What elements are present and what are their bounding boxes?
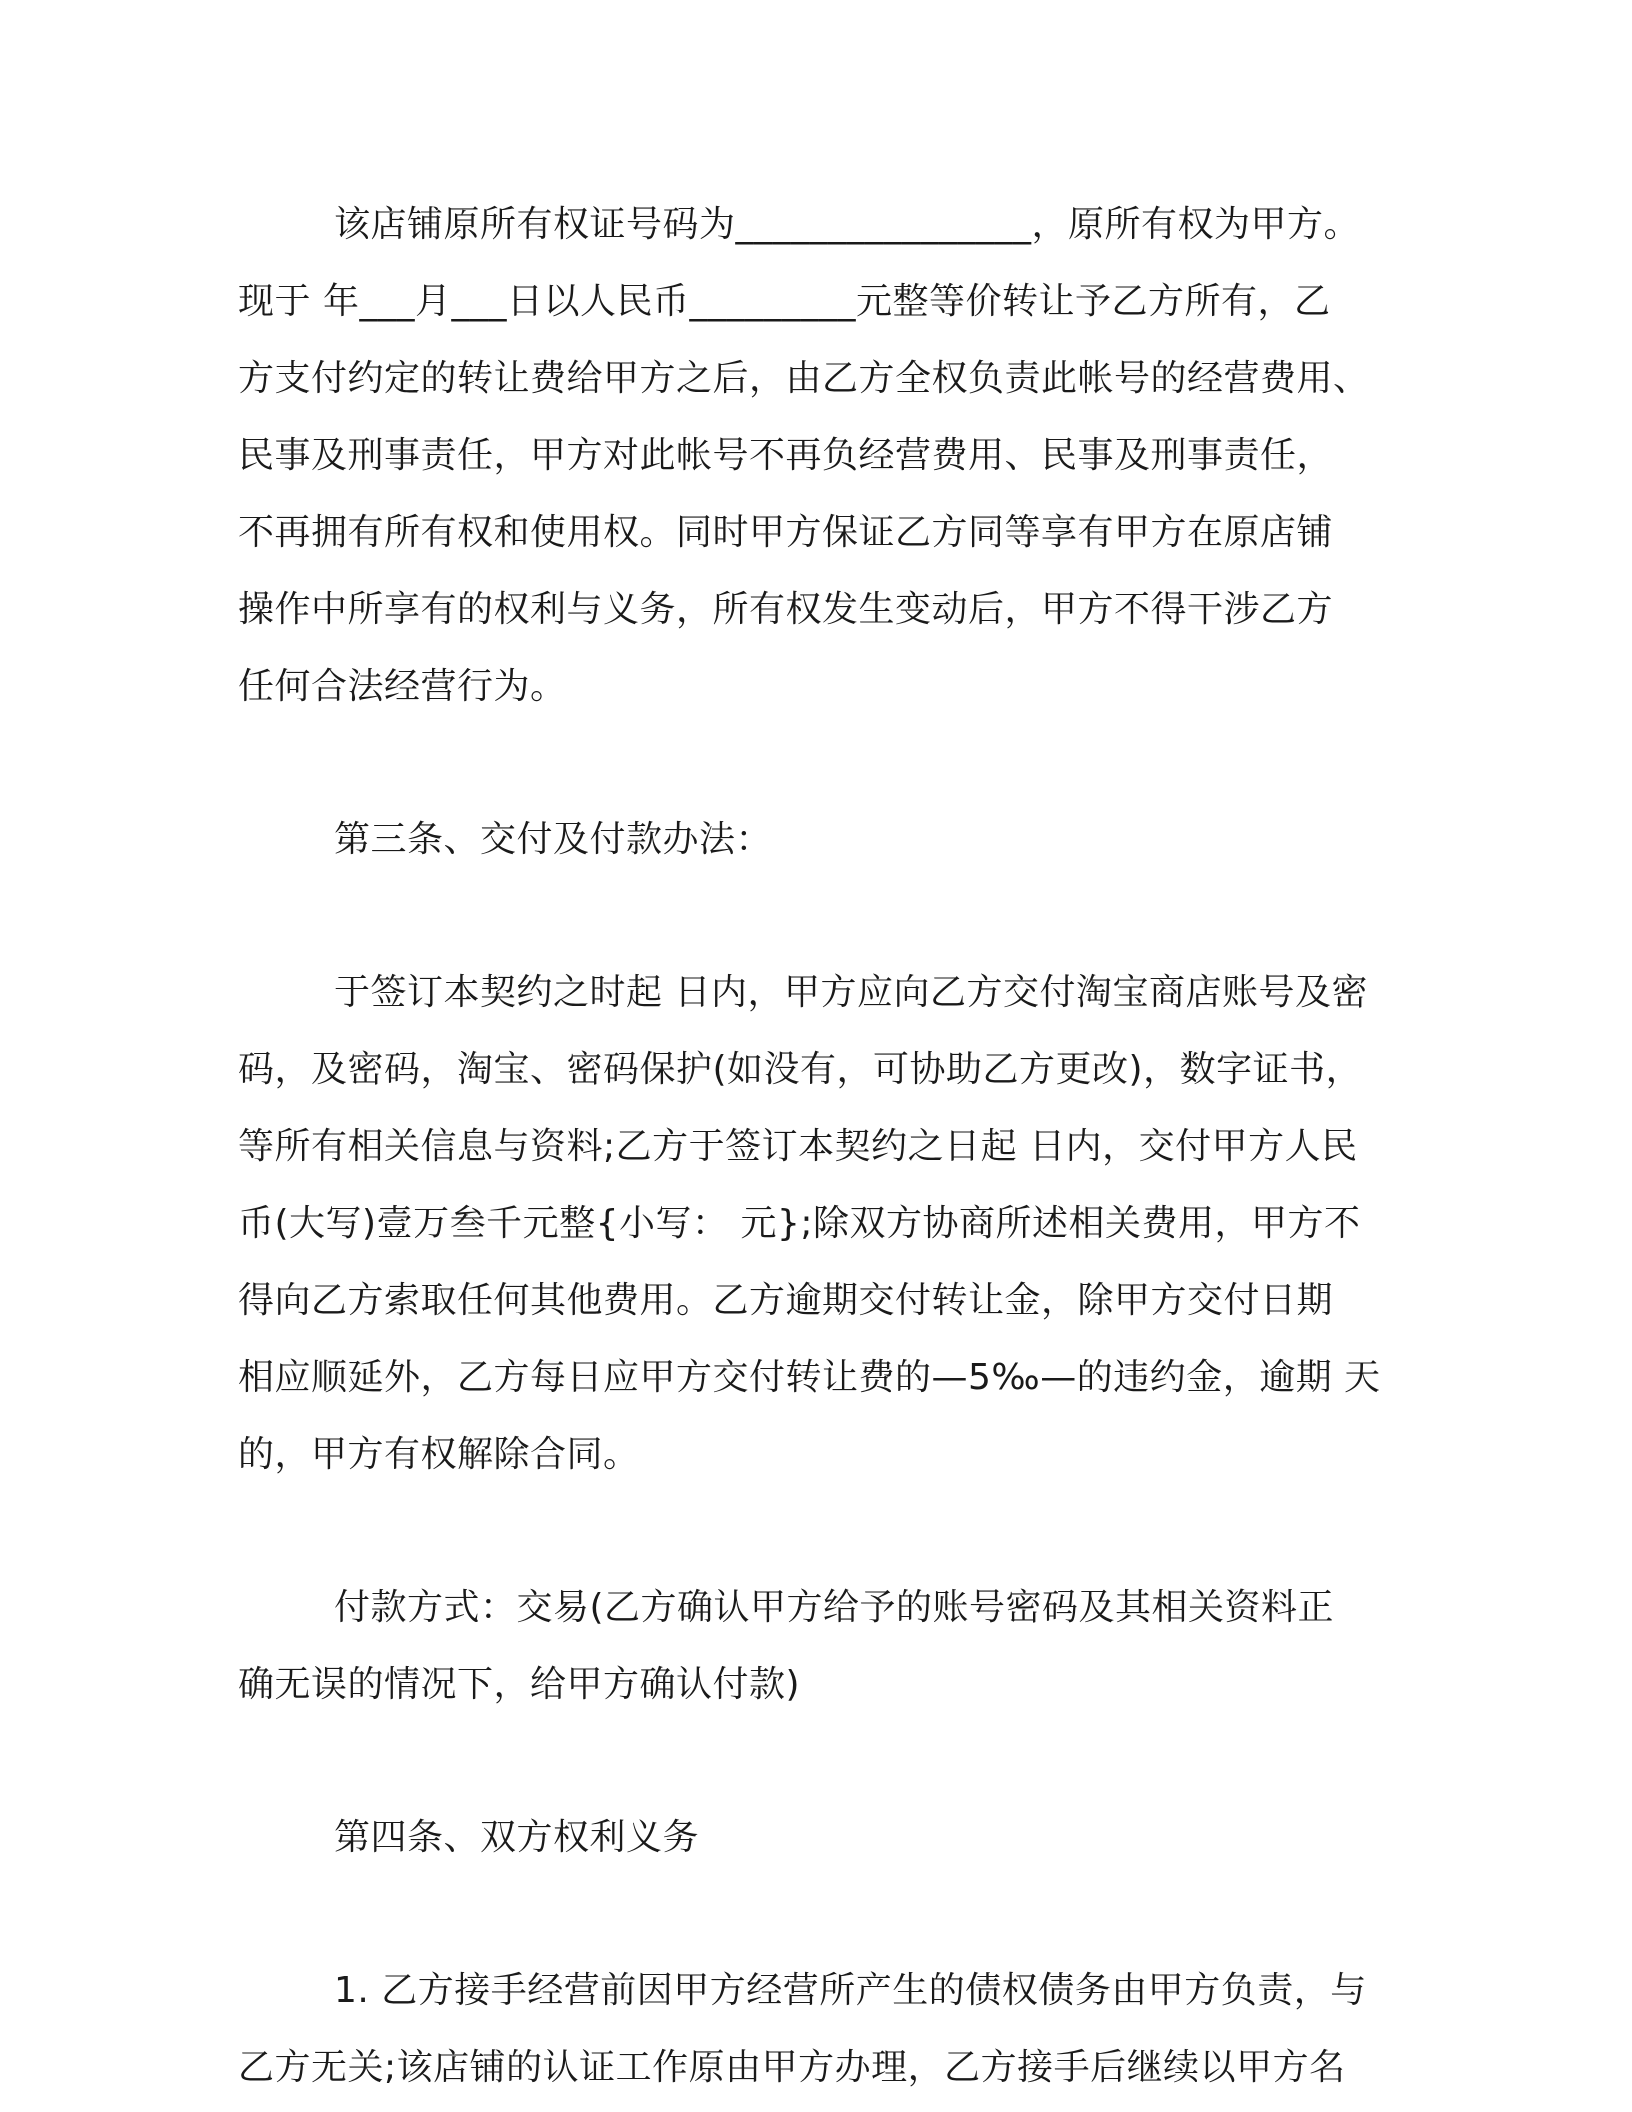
paragraph-spacer bbox=[238, 1493, 1388, 1569]
paragraph-spacer bbox=[238, 1723, 1388, 1799]
section-heading: 第三条、交付及付款办法： bbox=[334, 819, 773, 860]
text-line: 现于 年___月___日以人民币_________元整等价转让予乙方所有，乙 bbox=[238, 281, 1331, 322]
text-line: 付款方式：交易(乙方确认甲方给予的账号密码及其相关资料正 bbox=[334, 1587, 1335, 1628]
text-line: 币(大写)壹万叁千元整{小写： 元};除双方协商所述相关费用，甲方不 bbox=[238, 1203, 1361, 1244]
text-line: 确无误的情况下，给甲方确认付款) bbox=[238, 1664, 801, 1705]
text-line: 乙方无关;该店铺的认证工作原由甲方办理，乙方接手后继续以甲方名 bbox=[238, 2047, 1346, 2088]
text-line: 1. 乙方接手经营前因甲方经营所产生的债权债务由甲方负责，与 bbox=[334, 1970, 1367, 2011]
document-body bbox=[238, 186, 1388, 2106]
text-line: 的，甲方有权解除合同。 bbox=[238, 1434, 640, 1475]
text-line: 任何合法经营行为。 bbox=[238, 666, 567, 707]
text-line: 民事及刑事责任，甲方对此帐号不再负经营费用、民事及刑事责任， bbox=[238, 435, 1334, 476]
article-3-heading bbox=[238, 801, 1388, 878]
text-line: 码，及密码，淘宝、密码保护(如没有，可协助乙方更改)，数字证书， bbox=[238, 1049, 1363, 1090]
paragraph-spacer bbox=[238, 725, 1388, 801]
paragraph-spacer bbox=[238, 878, 1388, 954]
section-heading: 第四条、双方权利义务 bbox=[334, 1817, 700, 1858]
text-line: 操作中所享有的权利与义务，所有权发生变动后，甲方不得干涉乙方 bbox=[238, 589, 1334, 630]
text-line: 方支付约定的转让费给甲方之后，由乙方全权负责此帐号的经营费用、 bbox=[238, 358, 1370, 399]
paragraph-ownership-transfer bbox=[238, 186, 1388, 725]
text-line: 得向乙方索取任何其他费用。乙方逾期交付转让金，除甲方交付日期 bbox=[238, 1280, 1334, 1321]
text-line: 于签订本契约之时起 日内，甲方应向乙方交付淘宝商店账号及密 bbox=[334, 972, 1368, 1013]
paragraph-spacer bbox=[238, 1876, 1388, 1952]
text-line: 相应顺延外，乙方每日应甲方交付转让费的—5‰—的违约金，逾期 天 bbox=[238, 1357, 1381, 1398]
paragraph-delivery-terms bbox=[238, 954, 1388, 1493]
article-4-heading bbox=[238, 1799, 1388, 1876]
text-line: 不再拥有所有权和使用权。同时甲方保证乙方同等享有甲方在原店铺 bbox=[238, 512, 1334, 553]
text-line: 等所有相关信息与资料;乙方于签订本契约之日起 日内，交付甲方人民 bbox=[238, 1126, 1358, 1167]
text-line: 该店铺原所有权证号码为________________，原所有权为甲方。 bbox=[334, 204, 1361, 245]
paragraph-payment-method bbox=[238, 1569, 1388, 1723]
paragraph-rights-obligations-1 bbox=[238, 1952, 1388, 2106]
